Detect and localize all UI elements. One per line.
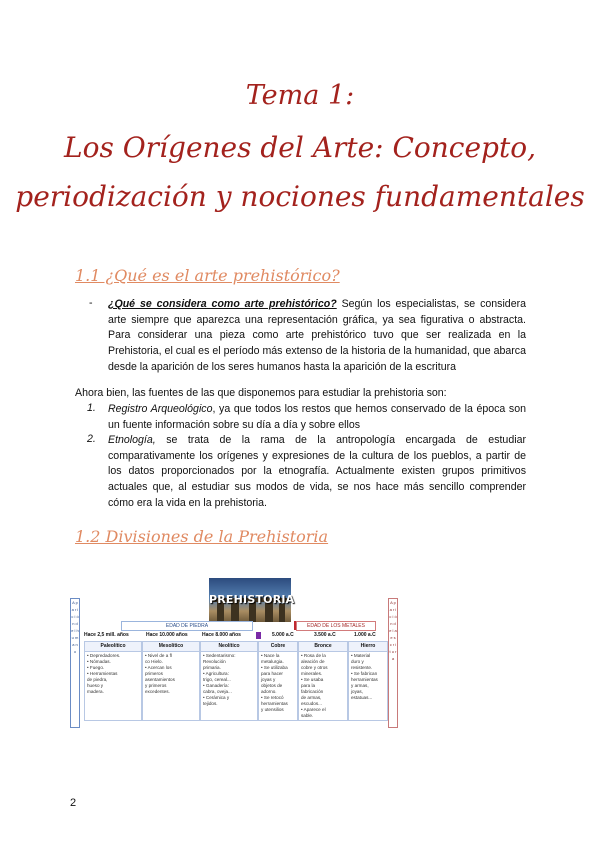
column-line: duro y	[351, 659, 364, 664]
column-line: asentamientos	[145, 677, 175, 682]
column-line: sable.	[301, 713, 314, 718]
page-number: 2	[70, 797, 77, 809]
list-item-num-1: 1.	[87, 402, 96, 414]
column-line: • Se usaba	[301, 677, 324, 682]
date-label: 3.500 a.C	[314, 632, 336, 638]
list-item	[108, 433, 526, 512]
column-line: de armas,	[301, 695, 322, 700]
column-line: de piedra,	[87, 677, 108, 682]
title-line-3: periodización y nociones fundamentales	[15, 180, 585, 213]
section-heading-2: 1.2 Divisiones de la Prehistoria	[75, 527, 329, 546]
period-header: Cobre	[258, 641, 298, 652]
period-header: Hierro	[348, 641, 388, 652]
period-column	[298, 651, 348, 721]
date-label: Hace 10.000 años	[146, 632, 188, 638]
date-label: 5.000 a.C	[272, 632, 294, 638]
prehistory-figure	[66, 578, 400, 728]
date-label: 1.000 a.C	[354, 632, 376, 638]
list-item-term: Registro Arqueológico	[108, 403, 213, 415]
side-bar-left: A p a r i c i ó n d e l h u m a n o	[70, 598, 80, 728]
period-column	[258, 651, 298, 721]
column-line: madera.	[87, 689, 104, 694]
column-line: • Nace la	[261, 653, 280, 658]
column-line: • Se retocó	[261, 695, 284, 700]
column-line: • Herramientas	[87, 671, 118, 676]
column-line: aleación de	[301, 659, 325, 664]
age-stone-label: EDAD DE PIEDRA	[121, 621, 253, 631]
column-line: minerales.	[301, 671, 323, 676]
column-line: • Acercan los	[145, 665, 172, 670]
period-column	[348, 651, 388, 721]
period-header: Bronce	[298, 641, 348, 652]
column-line: • Aparece el	[301, 707, 326, 712]
column-line: y utensilios	[261, 707, 284, 712]
column-line: resistente.	[351, 665, 373, 670]
list-item	[108, 402, 526, 433]
column-line: trigo, cereal...	[203, 677, 231, 682]
column-line: fabricación	[301, 689, 324, 694]
bullet-paragraph	[108, 297, 526, 376]
column-line: para hacer	[261, 671, 283, 676]
column-line: • Sedentarismo:	[203, 653, 236, 658]
image-label: PREHISTORIA	[209, 593, 295, 606]
column-line: metalurgia.	[261, 659, 284, 664]
column-line: joyas y	[261, 677, 276, 682]
list-item-term: Etnología,	[108, 434, 156, 446]
column-line: Revolución	[203, 659, 226, 664]
column-line: herramientas	[261, 701, 288, 706]
column-line: • Nómadas.	[87, 659, 111, 664]
column-line: • Se utilizaba	[261, 665, 288, 670]
list-item-num-2: 2.	[87, 433, 96, 445]
title-line-2: Los Orígenes del Arte: Concepto,	[64, 131, 536, 164]
bullet-dash: -	[89, 297, 93, 309]
column-line: adorno.	[261, 689, 277, 694]
column-line: • Nivel de a fl	[145, 653, 172, 658]
column-line: • Depredadores.	[87, 653, 121, 658]
column-line: primeros	[145, 671, 163, 676]
column-line: tejidos.	[203, 701, 218, 706]
column-line: • Agricultura:	[203, 671, 229, 676]
column-line: objetos de	[261, 683, 283, 688]
column-line: y primeros	[145, 683, 167, 688]
column-line: co Hielo.	[145, 659, 163, 664]
column-line: joyas,	[351, 689, 364, 694]
period-column	[142, 651, 200, 721]
age-metal-label: EDAD DE LOS METALES	[296, 621, 376, 631]
dates-row	[84, 632, 384, 640]
column-line: cabra, oveja...	[203, 689, 232, 694]
period-column	[84, 651, 142, 721]
stonehenge-image	[209, 578, 295, 622]
list-item-text: , ya que todos los restos que hemos conservado de la época son un fuente información sobre su día a día y sobre ellos	[108, 403, 526, 431]
column-line: • Fuego.	[87, 665, 105, 670]
column-line: escudos...	[301, 701, 322, 706]
period-header: Neolítico	[200, 641, 258, 652]
column-line: excedentes.	[145, 689, 170, 694]
period-column	[200, 651, 258, 721]
column-line: cobre y otros	[301, 665, 328, 670]
column-line: hueso y	[87, 683, 104, 688]
period-header: Paleolítico	[84, 641, 142, 652]
list-item-text: se trata de la rama de la antropología encargada de estudiar comparativamente los orígenes y expresiones de la cultura de los pueblos, a partir de los datos proporcionados por la etnografía. Actualmente existen grupos primitivos actuales que, al estudiar sus modos de vida, se nos hace más sencillo comprender cómo era la vida en la prehistoria.	[108, 434, 526, 509]
column-line: y armas,	[351, 683, 369, 688]
column-line: primaria.	[203, 665, 221, 670]
date-label: Hace 2,5 mill. años	[84, 632, 129, 638]
sources-intro: Ahora bien, las fuentes de las que disponemos para estudiar la prehistoria son:	[75, 387, 447, 399]
title-line-1: Tema 1:	[245, 80, 355, 111]
section-heading-1: 1.1 ¿Qué es el arte prehistórico?	[75, 266, 340, 285]
column-line: • Rosa de la	[301, 653, 326, 658]
side-bar-right: A p a r i c i ó n d e l a e s c r i t u r a	[388, 598, 398, 728]
date-label: Hace 8.000 años	[202, 632, 241, 638]
column-line: para la	[301, 683, 316, 688]
column-line: • Se fabrican	[351, 671, 378, 676]
column-line: • Cerámica y	[203, 695, 230, 700]
bullet-text: Según los especialistas, se considera arte siempre que aparezca una representación gráfica, ya sea figurativa o abstracta. Para considerar una pieza como arte prehistórico tuvo que ser realizada en la Prehistoria, el cual es el período más extenso de la historia de la humanidad, que abarca desde la aparición de los seres humanos hasta la aparición de la escritura	[108, 298, 527, 373]
period-header: Mesolítico	[142, 641, 200, 652]
column-line: • Material	[351, 653, 371, 658]
column-line: • Ganadería:	[203, 683, 229, 688]
column-line: herramientas	[351, 677, 378, 682]
bullet-lead: ¿Qué se considera como arte prehistórico?	[108, 298, 337, 310]
column-line: estatuas...	[351, 695, 373, 700]
